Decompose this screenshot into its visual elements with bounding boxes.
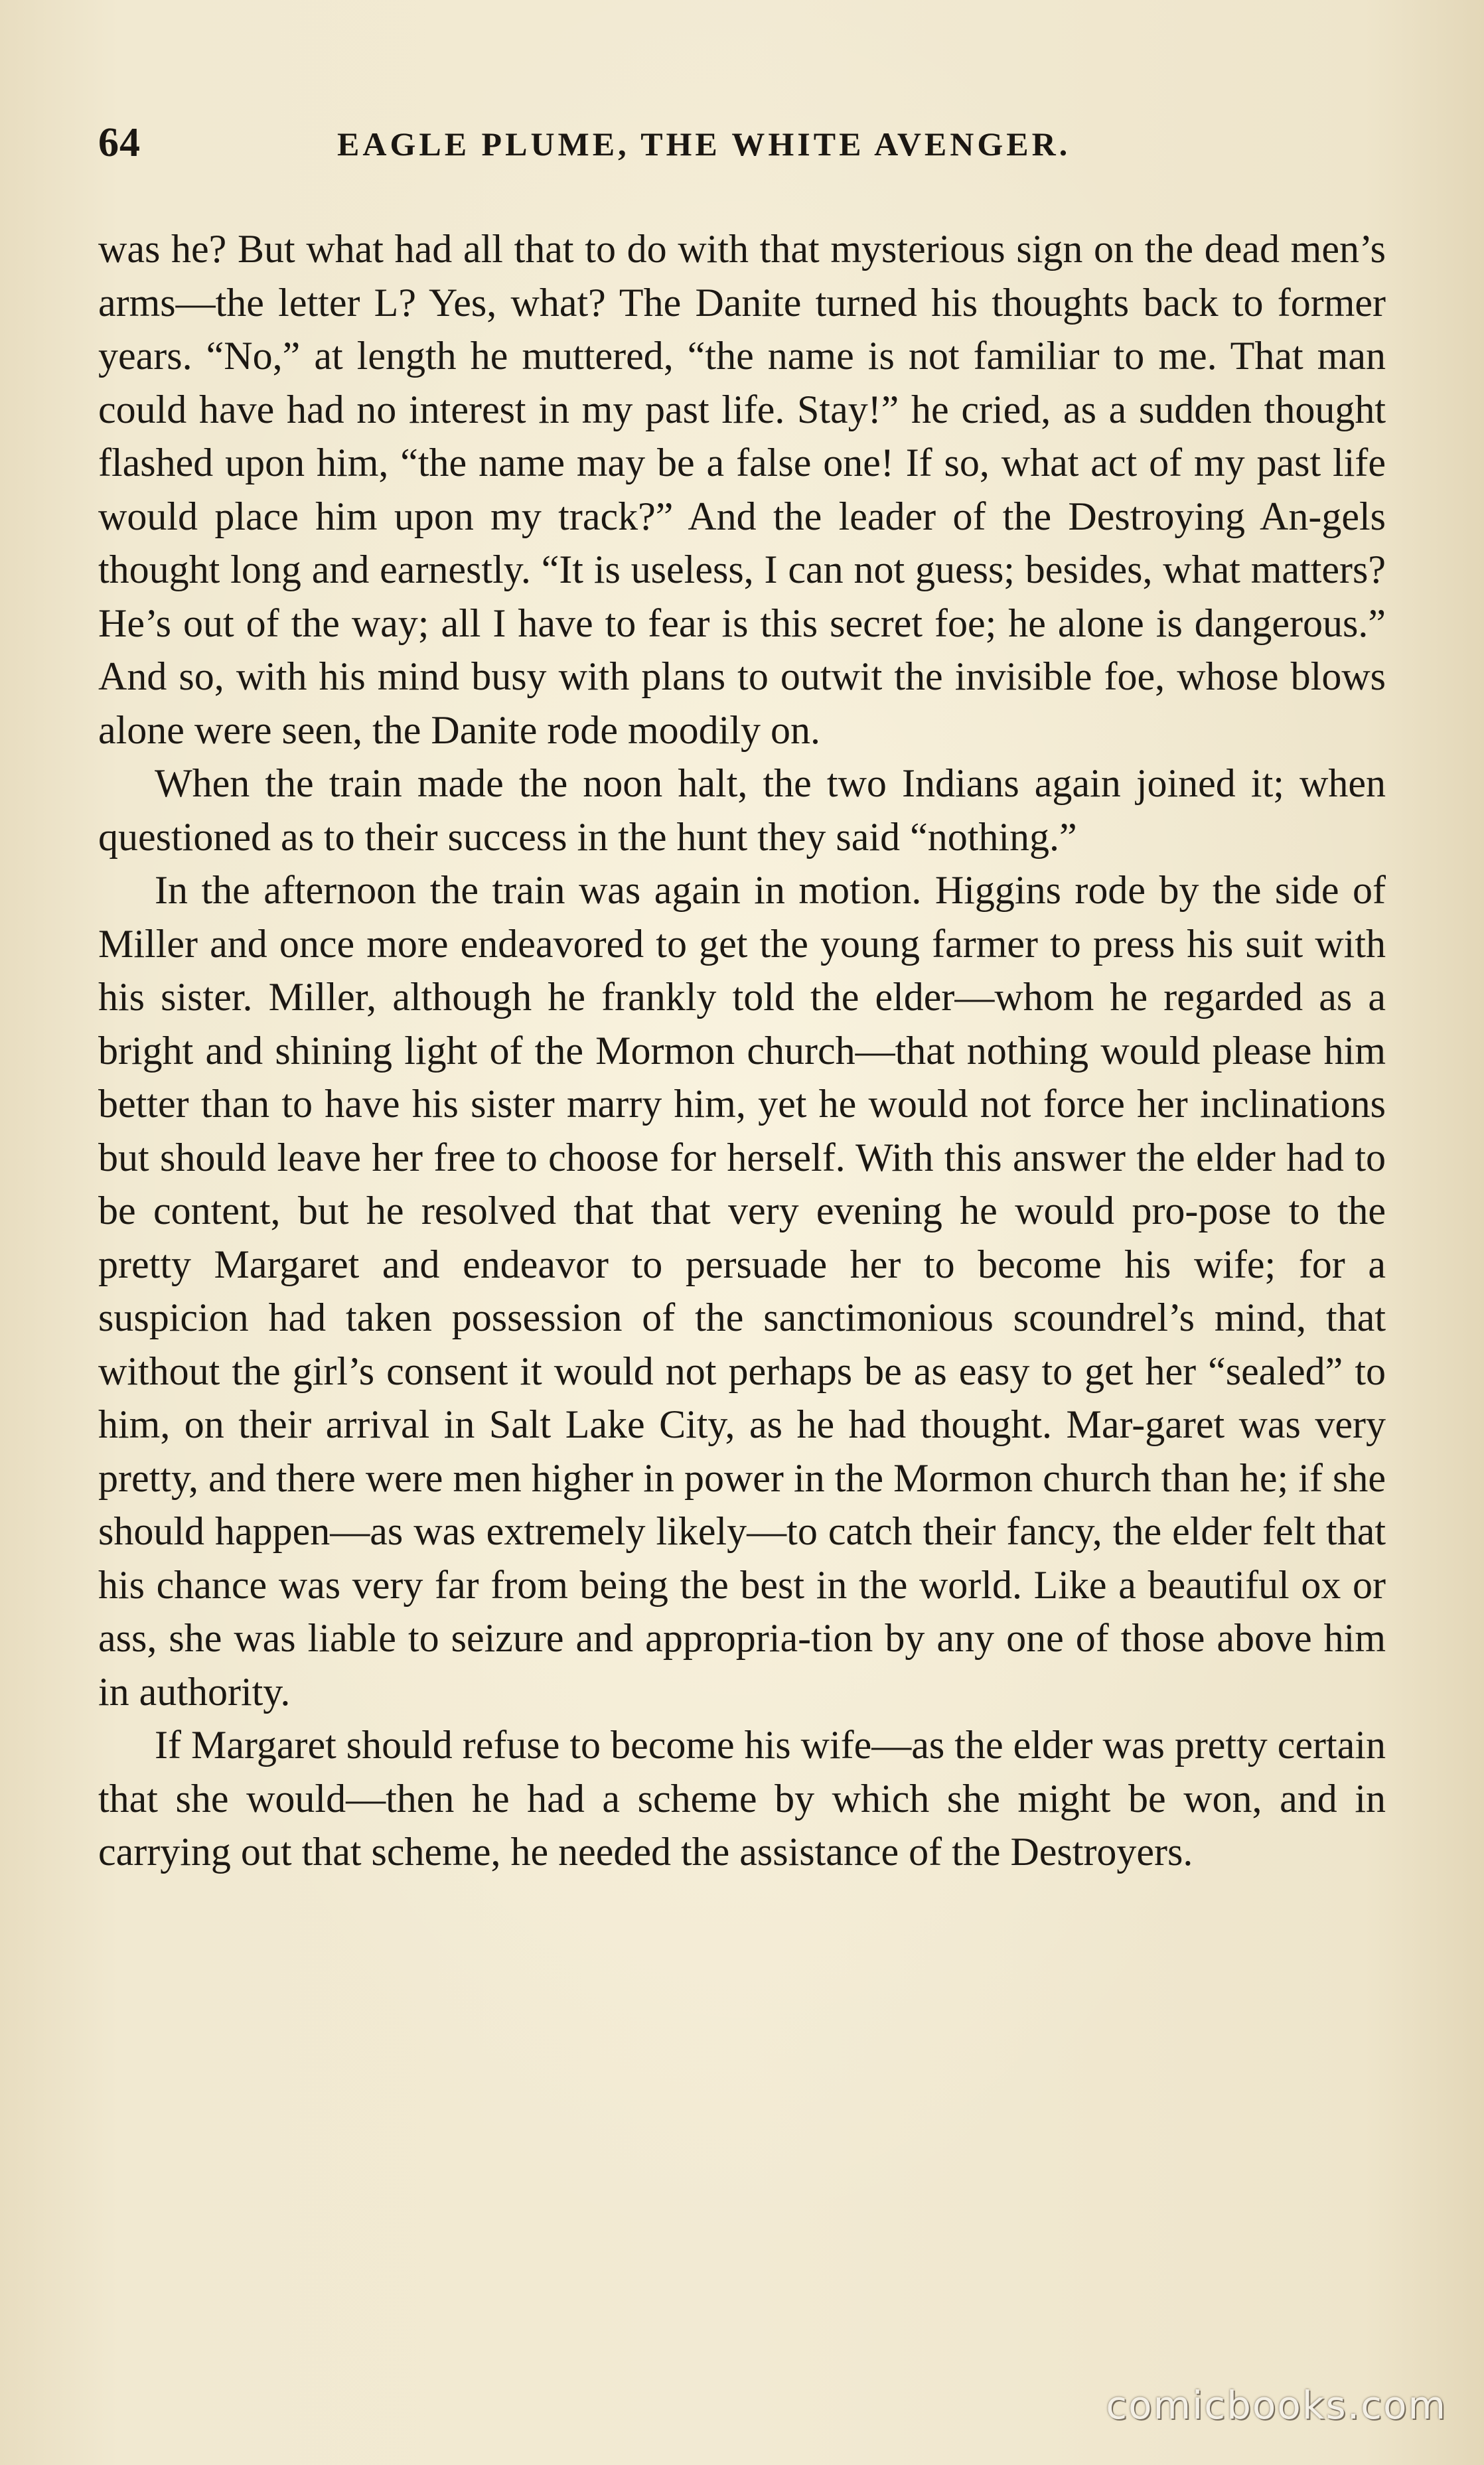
page-header [98,119,1386,173]
body-text [98,222,1386,1879]
paragraph-1: was he? But what had all that to do with that mysterious sign on the dead men’s arms—the letter L? Yes, what? The Danite turned his thoughts back to former years. “No,” at length he muttered, “the name is not familiar to me. That man could have had no interest in my past life. Stay!” he cried, as a sudden thought flashed upon him, “the name may be a false one! If so, what act of my past life would place him upon my track?” And the leader of the Destroying An-gels thought long and earnestly. “It is useless, I can not guess; besides, what matters? He’s out of the way; all I have to fear is this secret foe; he alone is dangerous.” And so, with his mind busy with plans to outwit the invisible foe, whose blows alone were seen, the Danite rode moodily on. [98,227,1386,752]
paragraph-2: When the train made the noon halt, the two Indians again joined it; when questioned as to their success in the hunt they said “nothing.” [98,761,1386,859]
page-number: 64 [98,120,141,165]
running-title: EAGLE PLUME, THE WHITE AVENGER. [337,125,1071,163]
paragraph-4: If Margaret should refuse to become his wife—as the elder was pretty certain that she would—then he had a scheme by which she might be won, and in carrying out that scheme, he needed the assistance of the Destroyers. [98,1723,1386,1874]
watermark: comicbooks.com [1106,2383,1447,2428]
paragraph-3: In the afternoon the train was again in motion. Higgins rode by the side of Miller and once more endeavored to get the young farmer to press his suit with his sister. Miller, although he frankly told the elder—whom he regarded as a bright and shining light of the Mormon church—that nothing would please him better than to have his sister marry him, yet he would not force her inclinations but should leave her free to choose for herself. With this answer the elder had to be content, but he resolved that that very evening he would pro-pose to the pretty Margaret and endeavor to persuade her to become his wife; for a suspicion had taken possession of the sanctimonious scoundrel’s mind, that without the girl’s consent it would not perhaps be as easy to get her “sealed” to him, on their arrival in Salt Lake City, as he had thought. Mar-garet was very pretty, and there were men higher in power in the Mormon church than he; if she should happen—as was extremely likely—to catch their fancy, the elder felt that his chance was very far from being the best in the world. Like a beautiful ox or ass, she was liable to seizure and appropria-tion by any one of those above him in authority. [98,868,1386,1714]
